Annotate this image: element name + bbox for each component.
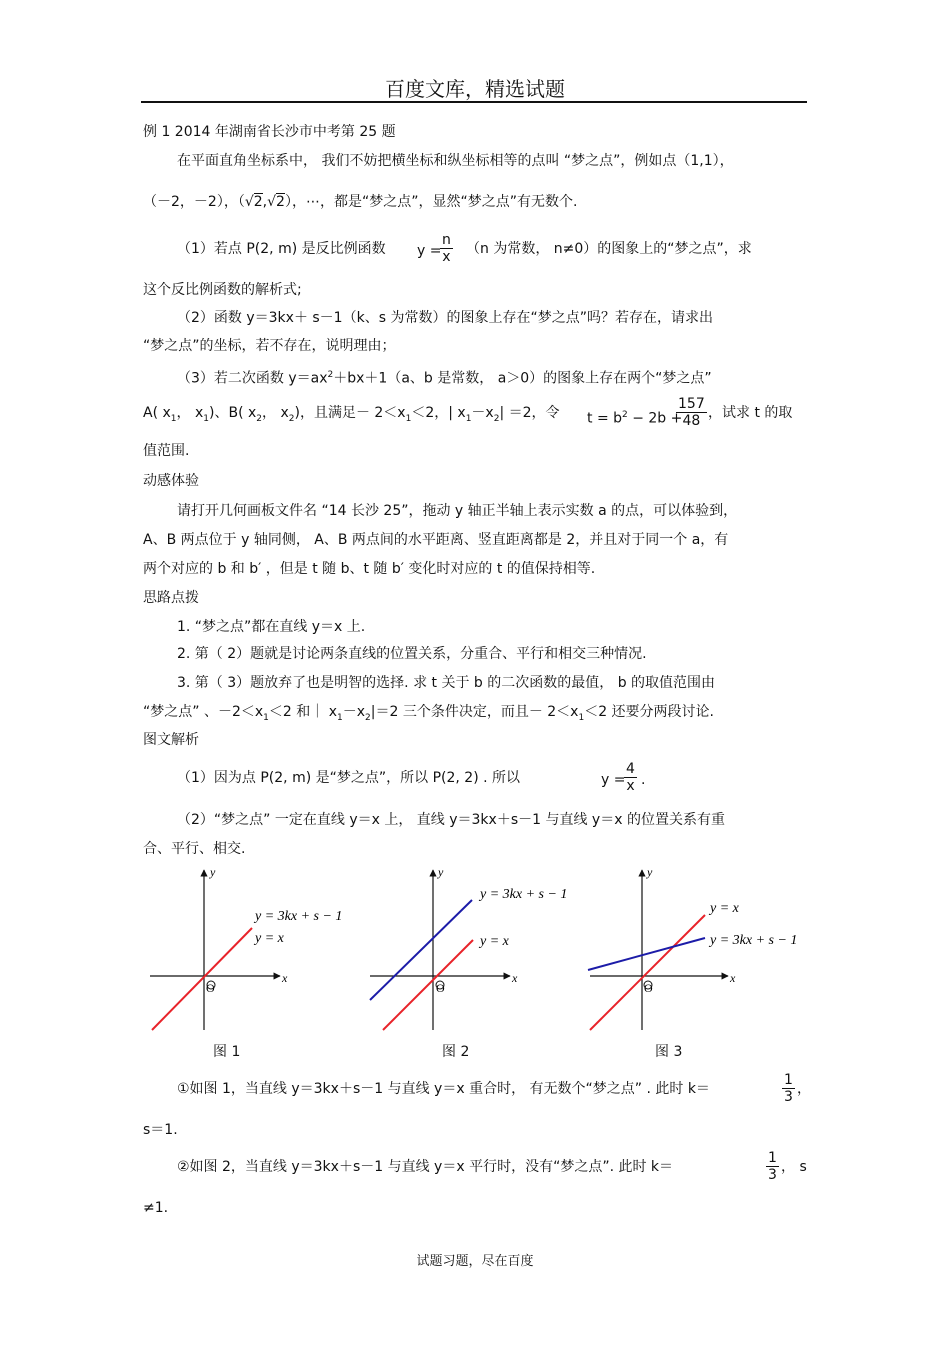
q1-y-equals: y = <box>417 243 442 259</box>
case1-line2: s＝1. <box>143 1122 178 1138</box>
solution2-line2: 合、平行、相交. <box>143 841 246 857</box>
fig2-line-3kx <box>370 900 472 1000</box>
intro-paragraph-line1: 在平面直角坐标系中， 我们不妨把横坐标和纵坐标相等的点叫 “梦之点”，例如点（1,1）， <box>177 153 734 169</box>
q3-t-expression: $t = b^2 - 2b$ + <box>587 410 683 427</box>
case2-line2: ≠1. <box>143 1200 169 1216</box>
case2-fraction: $\frac{1}{3}$ <box>768 1150 777 1183</box>
dynamic-line3: 两个对应的 b 和 b′ ，但是 t 随 b、t 随 b′ 变化时对应的 t 的值保持相等. <box>143 561 596 577</box>
figure-caption-3: 图 3 <box>655 1044 683 1060</box>
section-heading-dynamic: 动感体验 <box>143 473 199 489</box>
case1-fraction: $\frac{1}{3}$ <box>784 1072 793 1105</box>
figure-3 <box>588 865 797 1030</box>
figure-2 <box>370 865 567 1030</box>
page-title: 百度文库，精选试题 <box>385 77 565 101</box>
solution1-fraction: $\frac{4}{x}$ <box>626 761 635 794</box>
figures-panel <box>140 860 820 1060</box>
fig2-origin-label: O <box>436 981 445 995</box>
section-heading-solution: 图文解析 <box>143 732 199 748</box>
question3-line3: 值范围. <box>143 443 190 459</box>
case2-tail: ， s <box>781 1159 807 1175</box>
hint-item-2: 2. 第（ 2）题就是讨论两条直线的位置关系，分重合、平行和相交三种情况. <box>177 646 647 662</box>
fig2-x-label: x <box>512 971 518 985</box>
page-footer: 试题习题，尽在百度 <box>416 1254 534 1269</box>
case1-text: ①如图 1，当直线 y＝3kx＋s－1 与直线 y＝x 重合时， 有无数个“梦之点” . 此时 k＝ <box>177 1081 710 1097</box>
header-divider <box>141 101 807 103</box>
fig1-line-y-equals-x <box>152 928 252 1030</box>
hint-item-3-cont: “梦之点” 、$-2<x_1<2$ 和｜ $x_1-x_2|=2$ 三个条件决定，而且－ $2<x_1<2$ 还要分两段讨论. <box>143 704 715 723</box>
question1-text: （1）若点 P(2, m) 是反比例函数 <box>177 241 386 257</box>
fig3-red-line-label: y = x <box>710 901 739 916</box>
fig1-blue-line-label: y = 3kx + s − 1 <box>255 909 343 924</box>
figure-caption-2: 图 2 <box>442 1044 470 1060</box>
solution1-period: . <box>641 772 646 788</box>
section-heading-hints: 思路点拨 <box>143 590 199 606</box>
hint-item-3: 3. 第（ 3）题放弃了也是明智的选择. 求 t 关于 b 的二次函数的最值， b 的取值范围由 <box>177 675 716 691</box>
dynamic-line2: A、B 两点位于 y 轴同侧， A、B 两点间的水平距离、竖直距离都是 2，并且对于同一个 a，有 <box>143 532 729 548</box>
question3-line1: （3）若二次函数 $y=ax^2+bx+1(a$、b 是常数， a＞0）的图象上存在两个“梦之点” <box>177 370 712 387</box>
fig2-red-line-label: y = x <box>480 934 509 949</box>
figure-1 <box>150 865 342 1030</box>
fig1-red-line-label: y = x <box>255 931 284 946</box>
fig1-x-label: x <box>282 971 288 985</box>
figure-caption-1: 图 1 <box>213 1044 241 1060</box>
intro-paragraph-line2: （－2，－2），（√2,√2），⋯，都是“梦之点”，显然“梦之点”有无数个. <box>143 194 578 210</box>
question3-line2-tail: ，试求 t 的取 <box>708 405 793 421</box>
question1-text-cont: （n 为常数， n≠0）的图象上的“梦之点”，求 <box>466 241 752 257</box>
fig3-blue-line-label: y = 3kx + s − 1 <box>710 933 798 948</box>
solution2-line1: （2）“梦之点” 一定在直线 y＝x 上， 直线 y＝3kx＋s－1 与直线 y＝x 的位置关系有重 <box>177 812 725 828</box>
solution1-text: （1）因为点 P(2, m) 是“梦之点”，所以 P(2, 2) . 所以 <box>177 770 521 786</box>
fig3-line-y-equals-x <box>590 915 705 1030</box>
question3-line2: A( $x_1$， $x_1$)、B( $x_2$， $x_2$)，且满足－ $2<x_1<2$，| $x_1-x_2| =2$，令 <box>143 405 560 424</box>
case1-comma: ， <box>797 1081 811 1097</box>
fig1-origin-label: O <box>206 981 215 995</box>
solution1-y-equals: y = <box>601 772 626 788</box>
question1-line2: 这个反比例函数的解析式; <box>143 282 302 298</box>
q1-fraction: $\frac{n}{x}$ <box>442 232 451 265</box>
example-label: 例 1 2014 年湖南省长沙市中考第 25 题 <box>143 124 396 140</box>
fig3-y-label: y <box>647 865 653 879</box>
question2-line2: “梦之点”的坐标，若不存在，说明理由； <box>143 338 396 354</box>
fig1-y-label: y <box>210 865 216 879</box>
fig2-line-y-equals-x <box>383 940 473 1030</box>
fig3-x-label: x <box>730 971 736 985</box>
question2-line1: （2）函数 y＝3kx＋ s－1（k、s 为常数）的图象上存在“梦之点”吗？若存在，请求出 <box>177 310 713 326</box>
fig3-line-3kx <box>588 938 705 970</box>
fig2-y-label: y <box>438 865 444 879</box>
dynamic-line1: 请打开几何画板文件名 “14 长沙 25”，拖动 y 轴正半轴上表示实数 a 的点，可以体验到， <box>177 503 738 519</box>
hint-item-1: 1. “梦之点”都在直线 y＝x 上. <box>177 619 366 635</box>
fig3-origin-label: O <box>644 981 653 995</box>
q3-fraction: $\frac{157}{48}$ <box>678 396 705 429</box>
fig2-blue-line-label: y = 3kx + s − 1 <box>480 887 568 902</box>
case2-text: ②如图 2，当直线 y＝3kx＋s－1 与直线 y＝x 平行时，没有“梦之点”. 此时 k＝ <box>177 1159 674 1175</box>
